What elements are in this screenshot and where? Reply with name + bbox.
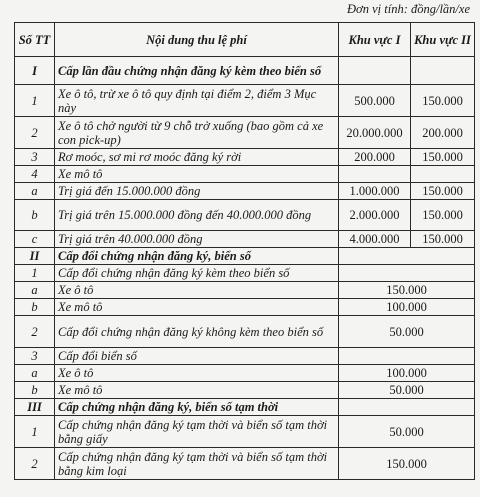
row-text: Cấp lần đầu chứng nhận đăng ký kèm theo biển số <box>55 57 339 85</box>
row-fee <box>339 248 475 265</box>
row-id: 2 <box>15 316 55 348</box>
row-id: 1 <box>15 265 55 282</box>
table-row <box>15 416 475 448</box>
row-text: Xe mô tô <box>55 382 339 399</box>
row-zone1: 4.000.000 <box>339 231 411 248</box>
row-zone2: 150.000 <box>411 149 475 166</box>
table-row <box>15 200 475 231</box>
row-fee: 150.000 <box>339 282 475 299</box>
table-row <box>15 448 475 480</box>
row-zone1: 1.000.000 <box>339 183 411 200</box>
header-zone2: Khu vực II <box>411 23 475 57</box>
table-row <box>15 316 475 348</box>
table-row <box>15 117 475 149</box>
row-zone2 <box>411 166 475 183</box>
row-text: Cấp đổi chứng nhận đăng ký, biển số <box>55 248 339 265</box>
row-fee <box>339 265 475 282</box>
row-id: I <box>15 57 55 85</box>
table-row <box>15 57 475 85</box>
row-zone1: 500.000 <box>339 85 411 117</box>
fee-table <box>14 22 475 480</box>
row-id: III <box>15 399 55 416</box>
row-zone2: 150.000 <box>411 85 475 117</box>
row-text: Trị giá đến 15.000.000 đồng <box>55 183 339 200</box>
row-fee <box>339 348 475 365</box>
table-row <box>15 282 475 299</box>
row-id: 1 <box>15 85 55 117</box>
row-text: Trị giá trên 15.000.000 đồng đến 40.000.000 đồng <box>55 200 339 231</box>
row-id: II <box>15 248 55 265</box>
row-id: b <box>15 382 55 399</box>
table-row <box>15 399 475 416</box>
row-zone1: 20.000.000 <box>339 117 411 149</box>
row-id: 2 <box>15 448 55 480</box>
table-row <box>15 166 475 183</box>
unit-label: Đơn vị tính: đồng/lần/xe <box>347 2 470 16</box>
table-row <box>15 348 475 365</box>
row-text: Cấp đổi biển số <box>55 348 339 365</box>
row-zone1 <box>339 57 411 85</box>
table-row <box>15 248 475 265</box>
row-id: c <box>15 231 55 248</box>
row-text: Cấp chứng nhận đăng ký tạm thời và biển số tạm thời bằng giấy <box>55 416 339 448</box>
row-fee <box>339 399 475 416</box>
row-zone1: 2.000.000 <box>339 200 411 231</box>
row-id: 4 <box>15 166 55 183</box>
table-row <box>15 183 475 200</box>
row-text: Xe mô tô <box>55 299 339 316</box>
row-zone2 <box>411 57 475 85</box>
row-fee: 100.000 <box>339 365 475 382</box>
row-fee: 50.000 <box>339 416 475 448</box>
table-row <box>15 299 475 316</box>
row-fee: 50.000 <box>339 382 475 399</box>
row-id: a <box>15 282 55 299</box>
row-zone1: 200.000 <box>339 149 411 166</box>
table-row <box>15 265 475 282</box>
row-fee: 50.000 <box>339 316 475 348</box>
table-row <box>15 85 475 117</box>
table-row <box>15 149 475 166</box>
header-content: Nội dung thu lệ phí <box>55 23 339 57</box>
row-fee: 150.000 <box>339 448 475 480</box>
row-id: b <box>15 299 55 316</box>
row-zone2: 150.000 <box>411 231 475 248</box>
row-id: a <box>15 183 55 200</box>
row-fee: 100.000 <box>339 299 475 316</box>
header-stt: Số TT <box>15 23 55 57</box>
row-zone1 <box>339 166 411 183</box>
row-zone2: 150.000 <box>411 200 475 231</box>
row-text: Cấp đổi chứng nhận đăng ký kèm theo biển số <box>55 265 339 282</box>
row-zone2: 150.000 <box>411 183 475 200</box>
table-header <box>15 23 475 57</box>
row-id: 1 <box>15 416 55 448</box>
row-text: Cấp chứng nhận đăng ký tạm thời và biển số tạm thời bằng kim loại <box>55 448 339 480</box>
row-text: Xe mô tô <box>55 166 339 183</box>
row-id: 3 <box>15 348 55 365</box>
row-zone2: 200.000 <box>411 117 475 149</box>
header-zone1: Khu vực I <box>339 23 411 57</box>
row-text: Xe ô tô, trừ xe ô tô quy định tại điểm 2, điểm 3 Mục này <box>55 85 339 117</box>
table-row <box>15 365 475 382</box>
row-text: Cấp chứng nhận đăng ký, biển số tạm thời <box>55 399 339 416</box>
row-text: Cấp đổi chứng nhận đăng ký không kèm theo biển số <box>55 316 339 348</box>
row-text: Xe ô tô chở người từ 9 chỗ trở xuống (bao gồm cả xe con pick-up) <box>55 117 339 149</box>
table-row <box>15 382 475 399</box>
row-id: 2 <box>15 117 55 149</box>
table-row <box>15 231 475 248</box>
row-text: Xe ô tô <box>55 365 339 382</box>
row-id: 3 <box>15 149 55 166</box>
row-text: Xe ô tô <box>55 282 339 299</box>
row-text: Rơ moóc, sơ mi rơ moóc đăng ký rời <box>55 149 339 166</box>
row-id: a <box>15 365 55 382</box>
row-text: Trị giá trên 40.000.000 đồng <box>55 231 339 248</box>
row-id: b <box>15 200 55 231</box>
